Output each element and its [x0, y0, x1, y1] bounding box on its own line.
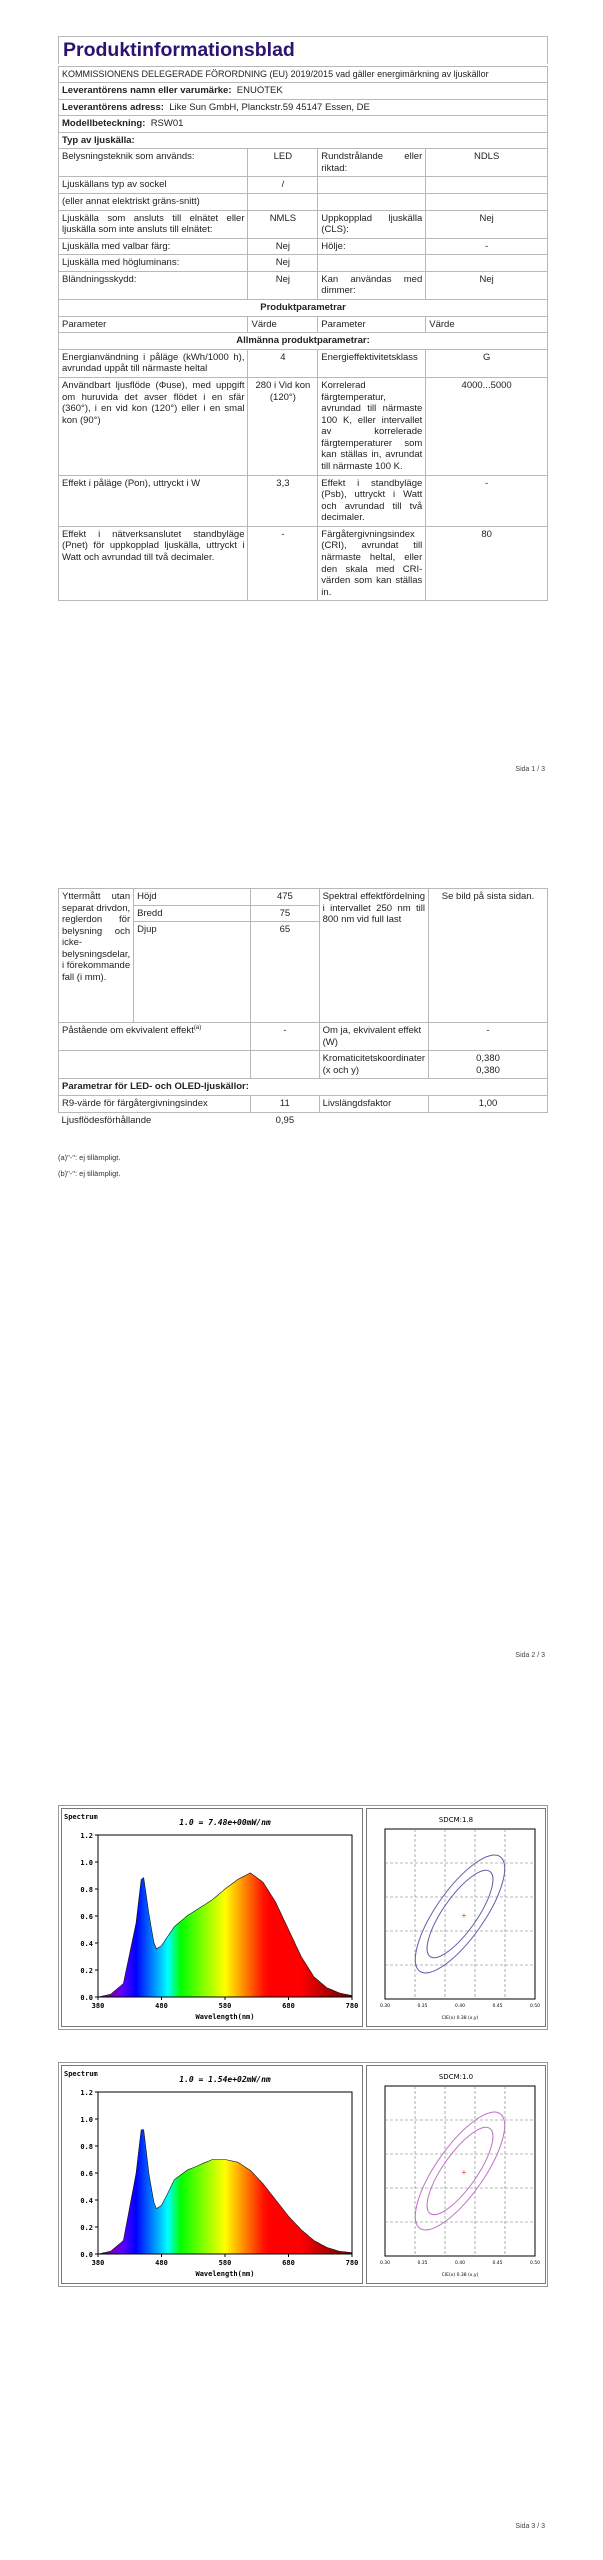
type-value-2: [426, 255, 548, 272]
general-row: [59, 526, 548, 600]
y-tick-label: 0.2: [80, 1967, 93, 1975]
empty-cell: [429, 1112, 548, 1128]
product-params-heading: Produktparametrar: [59, 300, 548, 317]
y-tick-label: 0.4: [80, 1940, 93, 1948]
cie-tick-label: 0.35: [417, 2261, 428, 2266]
type-value-2: NDLS: [426, 149, 548, 177]
page-number: Sida 3 / 3: [515, 2523, 545, 2530]
general-value-2: -: [426, 475, 548, 526]
type-label: Ljuskälla med valbar färg:: [59, 238, 248, 255]
general-value-2: 4000...5000: [426, 377, 548, 475]
cie-diagram-1: [367, 1809, 545, 2026]
x-tick-label: 380: [91, 2002, 105, 2010]
x-axis-label: Wavelength(nm): [195, 2013, 255, 2021]
dim-name-0: Höjd: [134, 889, 251, 906]
cie-tick-label: 0.45: [492, 2261, 503, 2266]
type-label: Ljuskälla som ansluts till elnätet eller ljuskälla som inte ansluts till elnätet:: [59, 210, 248, 238]
general-label-2: Effekt i standbyläge (Psb), uttryckt i Watt och avrundad till två decimaler.: [318, 475, 426, 526]
spectral-label: Spektral effektfördelning i intervallet 250 nm till 800 nm vid full last: [319, 889, 428, 1023]
spectrum-chart-1: [62, 1809, 362, 2026]
y-tick-label: 1.2: [80, 2089, 93, 2097]
regulation-text: KOMMISSIONENS DELEGERADE FÖRORDNING (EU) 2019/2015 vad gäller energimärkning av ljuskällor: [59, 67, 548, 83]
spectrum-figure-1: [58, 1805, 548, 2030]
footnote-a: (a)"-": ej tillämpligt.: [58, 1153, 121, 1162]
x-axis-label: Wavelength(nm): [195, 2270, 255, 2278]
model-row: [59, 116, 548, 133]
y-tick-label: 0.8: [80, 1886, 93, 1894]
general-label-2: Energieffektivitetsklass: [318, 349, 426, 377]
general-label-2: Korrelerad färgtemperatur, avrundad till närmaste 100 K, eller intervallet av korrelerade färgtemperaturer som kan ställas in, avrundat till närmaste 100 K.: [318, 377, 426, 475]
equiv-w-label: Om ja, ekvivalent effekt (W): [319, 1023, 428, 1051]
type-label-2: Kan användas med dimmer:: [318, 271, 426, 299]
general-row: [59, 349, 548, 377]
spectrum-figure-2: [58, 2062, 548, 2287]
x-tick-label: 380: [91, 2259, 105, 2267]
y-tick-label: 1.0: [80, 1859, 93, 1867]
life-value: 1,00: [429, 1096, 548, 1113]
params-table-2: [58, 888, 548, 1128]
supplier-address-row: [59, 99, 548, 116]
macadam-ellipse-outer: [400, 1843, 520, 1985]
y-tick-label: 0.0: [80, 2251, 93, 2259]
type-value-2: [426, 194, 548, 211]
macadam-ellipse-outer: [400, 2100, 520, 2242]
general-row: [59, 475, 548, 526]
page-2: [0, 820, 603, 1675]
page-3: [0, 1675, 603, 2560]
type-label: Ljuskällans typ av sockel: [59, 177, 248, 194]
page-1: [0, 0, 603, 820]
general-label: Effekt i påläge (Pon), uttryckt i W: [59, 475, 248, 526]
x-tick-label: 680: [282, 2002, 295, 2010]
general-value: -: [248, 526, 318, 600]
x-tick-label: 680: [282, 2259, 295, 2267]
model-value: RSW01: [150, 118, 184, 130]
page-number: Sida 1 / 3: [515, 766, 545, 773]
cie-tick-label: 0.45: [492, 2004, 503, 2009]
spectrum-panel-2: [61, 2065, 363, 2284]
y-tick-label: 0.4: [80, 2197, 93, 2205]
chroma-label: Kromaticitetskoordinater (x och y): [319, 1051, 428, 1079]
type-label-2: [318, 194, 426, 211]
x-tick-label: 480: [155, 2259, 168, 2267]
r9-label: R9-värde för färgåtergivningsindex: [59, 1096, 251, 1113]
type-label: (eller annat elektriskt gräns-snitt): [59, 194, 248, 211]
sdcm-label: SDCM:1.0: [438, 2073, 474, 2081]
type-row: [59, 255, 548, 272]
y-tick-label: 0.0: [80, 1994, 93, 2002]
lumen-label: Ljusflödesförhållande: [61, 1114, 152, 1126]
footnote-b: (b)"-": ej tillämpligt.: [58, 1169, 121, 1178]
general-label: Energianvändning i påläge (kWh/1000 h), avrundad uppåt till närmaste heltal: [59, 349, 248, 377]
general-value: 4: [248, 349, 318, 377]
chroma-x: 0,380: [476, 1053, 500, 1065]
type-label-2: Hölje:: [318, 238, 426, 255]
cie-panel-2: [366, 2065, 546, 2284]
type-label: Belysningsteknik som används:: [59, 149, 248, 177]
cie-tick-label: 0.30: [379, 2004, 391, 2009]
spectrum-area: [98, 1873, 352, 1997]
chroma-values: [429, 1051, 548, 1079]
page-number: Sida 2 / 3: [515, 1652, 545, 1659]
type-value: LED: [248, 149, 318, 177]
col-value-2: Värde: [426, 316, 548, 333]
type-row: [59, 177, 548, 194]
x-tick-label: 580: [218, 2002, 232, 2010]
type-label: Ljuskälla med högluminans:: [59, 255, 248, 272]
type-heading: Typ av ljuskälla:: [59, 132, 548, 149]
type-value: Nej: [248, 238, 318, 255]
dims-label: Yttermått utan separat drivdon, reglerdon för belysning och icke-belysningsdelar, i förekommande fall (i mm).: [59, 889, 134, 1023]
spectral-value: Se bild på sista sidan.: [429, 889, 548, 1023]
chroma-y: 0,380: [476, 1064, 500, 1076]
macadam-ellipse-inner: [416, 1862, 504, 1967]
supplier-name: ENUOTEK: [236, 84, 283, 96]
type-label-2: [318, 177, 426, 194]
cie-tick-label: 0.50: [529, 2004, 541, 2009]
general-value: 3,3: [248, 475, 318, 526]
y-tick-label: 0.2: [80, 2224, 93, 2232]
chart-title: 1.0 = 7.48e+00mW/nm: [179, 1818, 271, 1827]
col-param-2: Parameter: [318, 316, 426, 333]
col-value: Värde: [248, 316, 318, 333]
empty-cell: [251, 1051, 319, 1079]
general-label: Effekt i nätverksanslutet standbyläge (Pnet) för uppkopplad ljuskälla, uttryckt i Watt och avrundad till två decimaler.: [59, 526, 248, 600]
life-label: Livslängdsfaktor: [319, 1096, 428, 1113]
type-label: Bländningsskydd:: [59, 271, 248, 299]
dim-value-0: 475: [251, 889, 319, 906]
general-label: Användbart ljusflöde (Φuse), med uppgift om huruvida det avser flödet i en sfär (360°), i en vid kon (120°) eller i en smal kon (90°): [59, 377, 248, 475]
type-value: NMLS: [248, 210, 318, 238]
cie-tick-label: 0.40: [454, 2261, 466, 2266]
empty-cell: [59, 1051, 251, 1079]
type-value: Nej: [248, 255, 318, 272]
cie-frame: [385, 1829, 535, 1999]
x-tick-label: 480: [155, 2002, 168, 2010]
equiv-label: Påstående om ekvivalent effekt: [62, 1025, 194, 1037]
type-row: [59, 194, 548, 211]
cie-tick-label: 0.30: [379, 2261, 391, 2266]
supplier-address-label: Leverantörens adress:: [62, 101, 164, 113]
spectrum-panel-1: [61, 1808, 363, 2027]
general-row: [59, 377, 548, 475]
led-heading: Parametrar för LED- och OLED-ljuskällor:: [59, 1079, 548, 1096]
macadam-ellipse-inner: [416, 2119, 504, 2224]
y-tick-label: 1.2: [80, 1832, 93, 1840]
type-value: /: [248, 177, 318, 194]
type-value-2: Nej: [426, 271, 548, 299]
supplier-name-label: Leverantörens namn eller varumärke:: [62, 84, 232, 96]
spectrum-chart-2: [62, 2066, 362, 2283]
general-value: 280 i Vid kon (120°): [248, 377, 318, 475]
y-tick-label: 1.0: [80, 2116, 93, 2124]
supplier-name-row: [59, 82, 548, 99]
type-row: [59, 238, 548, 255]
y-tick-label: 0.6: [80, 1913, 93, 1921]
model-label: Modellbeteckning:: [62, 118, 146, 130]
general-value-2: G: [426, 349, 548, 377]
general-heading: Allmänna produktparametrar:: [59, 333, 548, 350]
sdcm-label: SDCM:1.8: [438, 1816, 474, 1824]
type-row: [59, 210, 548, 238]
cie-panel-1: [366, 1808, 546, 2027]
type-value: Nej: [248, 271, 318, 299]
chroma-marker: +: [461, 1911, 467, 1920]
x-tick-label: 580: [218, 2259, 232, 2267]
dim-name-2: Djup: [134, 922, 251, 1023]
col-param: Parameter: [59, 316, 248, 333]
cie-tick-label: 0.40: [454, 2004, 466, 2009]
x-tick-label: 780: [345, 2002, 359, 2010]
cie-tick-label: 0.50: [529, 2261, 541, 2266]
empty-cell: [319, 1112, 428, 1128]
cie-frame: [385, 2086, 535, 2256]
equiv-w-value: -: [429, 1023, 548, 1051]
dim-name-1: Bredd: [134, 905, 251, 922]
general-label-2: Färgåtergivningsindex (CRI), avrundat till närmaste heltal, eller den skala med CRI-värden som kan ställas in.: [318, 526, 426, 600]
type-label-2: [318, 255, 426, 272]
equiv-sup: (a): [193, 1025, 202, 1032]
cie-tick-label: 0.35: [417, 2004, 428, 2009]
y-axis-label: Spectrum: [64, 2070, 98, 2078]
chroma-marker: +: [461, 2168, 467, 2177]
equiv-label-cell: [59, 1023, 251, 1051]
r9-value: 11: [251, 1096, 319, 1113]
type-value-2: -: [426, 238, 548, 255]
type-value: [248, 194, 318, 211]
cie-diagram-2: [367, 2066, 545, 2283]
cie-axis-label: CIE(x) 0.38 (x,y): [441, 2273, 479, 2278]
dim-value-2: 65: [251, 922, 319, 1023]
lumen-value: 0,95: [275, 1114, 295, 1126]
type-label-2: Uppkopplad ljuskälla (CLS):: [318, 210, 426, 238]
params-header-row: [59, 316, 548, 333]
info-table: [58, 66, 548, 601]
spectrum-area: [98, 2130, 352, 2254]
dim-value-1: 75: [251, 905, 319, 922]
cie-axis-label: CIE(x) 0.38 (x,y): [441, 2016, 479, 2021]
x-tick-label: 780: [345, 2259, 359, 2267]
document-title: Produktinformationsblad: [58, 36, 548, 64]
type-row: [59, 149, 548, 177]
y-tick-label: 0.6: [80, 2170, 93, 2178]
type-value-2: Nej: [426, 210, 548, 238]
chart-title: 1.0 = 1.54e+02mW/nm: [179, 2075, 271, 2084]
equiv-value: -: [251, 1023, 319, 1051]
y-axis-label: Spectrum: [64, 1813, 98, 1821]
general-value-2: 80: [426, 526, 548, 600]
supplier-address: Like Sun GmbH, Planckstr.59 45147 Essen, DE: [169, 101, 370, 113]
type-label-2: Rundstrålande eller riktad:: [318, 149, 426, 177]
type-row: [59, 271, 548, 299]
y-tick-label: 0.8: [80, 2143, 93, 2151]
type-value-2: [426, 177, 548, 194]
